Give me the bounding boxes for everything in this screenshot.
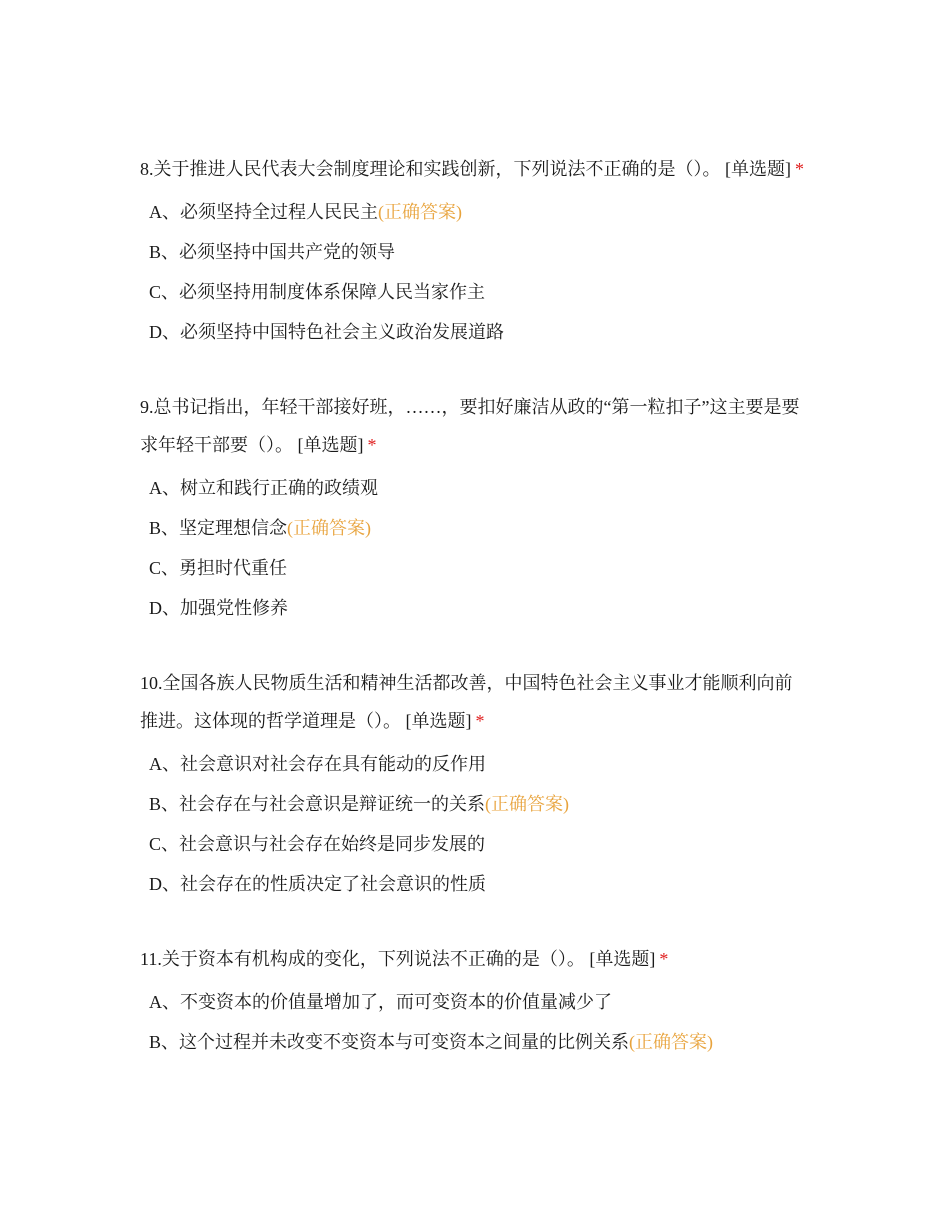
- question-stem: 10.全国各族人民物质生活和精神生活都改善，中国特色社会主义事业才能顺利向前推进。这体现的哲学道理是（）。 [单选题]: [140, 673, 793, 731]
- option-b: [140, 508, 810, 548]
- option-a: [140, 468, 810, 508]
- question-text: [140, 940, 810, 978]
- question-stem: 9.总书记指出，年轻干部接好班，……，要扣好廉洁从政的“第一粒扣子”这主要是要求年轻干部要（）。 [单选题]: [140, 397, 800, 455]
- correct-answer-tag: (正确答案): [485, 794, 570, 814]
- option-d: [140, 588, 810, 628]
- required-mark: *: [795, 159, 804, 179]
- required-mark: *: [475, 711, 485, 731]
- option-label: A、树立和践行正确的政绩观: [149, 478, 378, 498]
- question-9: [140, 388, 810, 628]
- option-c: [140, 272, 810, 312]
- option-c: [140, 824, 810, 864]
- option-d: [140, 312, 810, 352]
- question-text: [140, 388, 810, 464]
- option-a: [140, 982, 810, 1022]
- option-label: C、勇担时代重任: [149, 558, 288, 578]
- question-text: [140, 664, 810, 740]
- option-a: [140, 744, 810, 784]
- correct-answer-tag: (正确答案): [378, 202, 462, 222]
- option-c: [140, 548, 810, 588]
- option-label: B、必须坚持中国共产党的领导: [149, 242, 396, 262]
- correct-answer-tag: (正确答案): [629, 1032, 714, 1052]
- option-label: A、社会意识对社会存在具有能动的反作用: [149, 754, 486, 774]
- option-label: B、这个过程并未改变不变资本与可变资本之间量的比例关系: [149, 1032, 630, 1052]
- option-b: [140, 232, 810, 272]
- option-label: C、必须坚持用制度体系保障人民当家作主: [149, 282, 486, 302]
- question-text: [140, 150, 810, 188]
- question-list: [140, 150, 810, 1098]
- option-label: C、社会意识与社会存在始终是同步发展的: [149, 834, 486, 854]
- option-label: D、加强党性修养: [149, 598, 288, 618]
- required-mark: *: [659, 949, 669, 969]
- option-label: A、必须坚持全过程人民民主: [149, 202, 378, 222]
- option-d: [140, 864, 810, 904]
- option-label: B、坚定理想信念: [149, 518, 288, 538]
- option-b: [140, 1022, 810, 1062]
- option-a: [140, 192, 810, 232]
- question-stem: 11.关于资本有机构成的变化，下列说法不正确的是（）。 [单选题]: [140, 949, 656, 969]
- option-b: [140, 784, 810, 824]
- question-10: [140, 664, 810, 904]
- question-11: [140, 940, 810, 1062]
- correct-answer-tag: (正确答案): [287, 518, 372, 538]
- question-8: [140, 150, 810, 352]
- question-stem: 8.关于推进人民代表大会制度理论和实践创新，下列说法不正确的是（）。 [单选题]: [140, 159, 791, 179]
- option-label: D、必须坚持中国特色社会主义政治发展道路: [149, 322, 504, 342]
- option-label: D、社会存在的性质决定了社会意识的性质: [149, 874, 486, 894]
- option-label: B、社会存在与社会意识是辩证统一的关系: [149, 794, 486, 814]
- required-mark: *: [367, 435, 377, 455]
- option-label: A、不变资本的价值量增加了，而可变资本的价值量减少了: [149, 992, 612, 1012]
